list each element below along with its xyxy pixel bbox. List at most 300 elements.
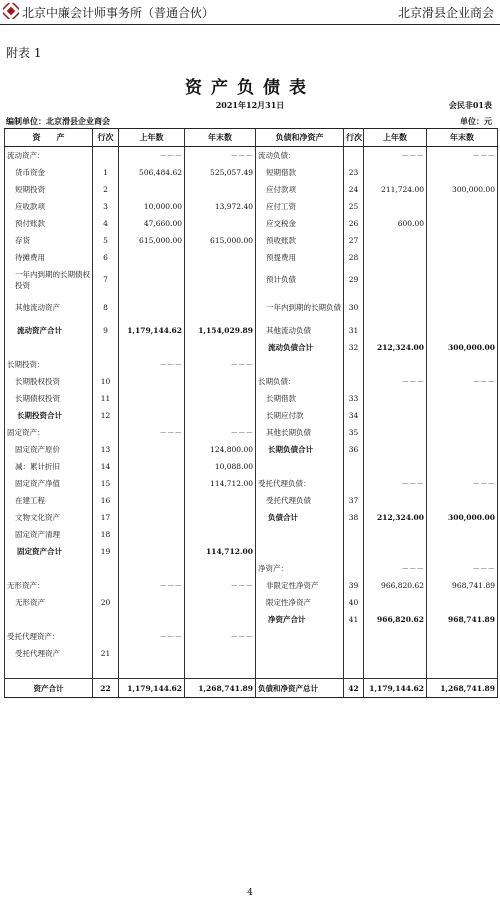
asset-end-value: 10,088.00: [185, 458, 256, 475]
asset-begin-value: [119, 492, 185, 509]
asset-row-number: [93, 424, 119, 441]
asset-item-label: 无形资产：: [5, 577, 93, 594]
table-row: [5, 164, 498, 181]
liability-row-number: [344, 645, 364, 662]
asset-row-number: 19: [93, 543, 119, 560]
asset-begin-value: [119, 266, 185, 294]
liability-item-label: 净资产：: [256, 560, 344, 577]
liability-row-number: 38: [344, 509, 364, 526]
asset-end-value: [185, 249, 256, 266]
liability-end-value: －－－: [427, 560, 498, 577]
attachment-label: 附表 1: [6, 46, 42, 60]
table-row: [5, 356, 498, 373]
liability-begin-value: [364, 662, 427, 679]
liability-begin-value: －－－: [364, 475, 427, 492]
liability-begin-value: [364, 628, 427, 645]
liability-item-label: 非限定性净资产: [256, 577, 344, 594]
asset-end-value: [185, 266, 256, 294]
asset-row-number: 12: [93, 407, 119, 424]
asset-row-number: 3: [93, 198, 119, 215]
asset-row-number: 15: [93, 475, 119, 492]
table-row: [5, 424, 498, 441]
liability-begin-value: [364, 424, 427, 441]
asset-end-value: [185, 407, 256, 424]
liability-end-value: －－－: [427, 373, 498, 390]
liability-end-value: －－－: [427, 475, 498, 492]
liability-row-number: [344, 373, 364, 390]
asset-item-label: 待摊费用: [5, 249, 93, 266]
liability-item-label: 受托代理负债: [256, 492, 344, 509]
table-row: [5, 458, 498, 475]
asset-item-label: 长期投资合计: [5, 407, 93, 424]
currency-unit: 单位：元: [460, 116, 492, 126]
asset-row-number: [93, 356, 119, 373]
liability-row-number: 31: [344, 322, 364, 339]
asset-end-value: [185, 294, 256, 322]
liability-item-label: [256, 356, 344, 373]
liability-end-value: [427, 390, 498, 407]
asset-item-label: 在建工程: [5, 492, 93, 509]
liability-begin-value: 212,324.00: [364, 339, 427, 356]
asset-item-label: 减：累计折旧: [5, 458, 93, 475]
asset-row-number: 13: [93, 441, 119, 458]
asset-item-label: 存货: [5, 232, 93, 249]
table-row: [5, 407, 498, 424]
table-row: [5, 594, 498, 611]
liability-end-value: 968,741.89: [427, 577, 498, 594]
asset-row-number: [93, 560, 119, 577]
liability-row-number: 30: [344, 294, 364, 322]
liability-item-label: 长期负债：: [256, 373, 344, 390]
table-row: [5, 215, 498, 232]
compiling-unit: 编制单位：北京滑县企业商会: [6, 116, 110, 126]
asset-row-number: [93, 147, 119, 164]
liability-end-value: －－－: [427, 147, 498, 164]
asset-item-label: [5, 662, 93, 679]
col-header-row: 行次: [93, 129, 119, 147]
asset-row-number: 2: [93, 181, 119, 198]
asset-begin-value: －－－: [119, 424, 185, 441]
asset-begin-value: [119, 458, 185, 475]
asset-end-value: [185, 611, 256, 628]
table-row: [5, 662, 498, 679]
liability-begin-value: [364, 164, 427, 181]
col-header-end: 年末数: [185, 129, 256, 147]
asset-begin-value: [119, 526, 185, 543]
total-liabilities-begin: 1,179,144.62: [364, 679, 427, 698]
liability-end-value: [427, 322, 498, 339]
col-header-begin2: 上年数: [364, 129, 427, 147]
asset-item-label: [5, 339, 93, 356]
liability-row-number: 37: [344, 492, 364, 509]
table-row: [5, 628, 498, 645]
asset-row-number: [93, 662, 119, 679]
asset-row-number: 8: [93, 294, 119, 322]
asset-begin-value: －－－: [119, 147, 185, 164]
liability-row-number: [344, 147, 364, 164]
liability-end-value: [427, 492, 498, 509]
total-assets-row-number: 22: [93, 679, 119, 698]
asset-end-value: 114,712.00: [185, 543, 256, 560]
liability-begin-value: [364, 526, 427, 543]
liability-item-label: 预收账款: [256, 232, 344, 249]
asset-begin-value: －－－: [119, 356, 185, 373]
asset-item-label: 其他流动资产: [5, 294, 93, 322]
report-date: 2021年12月31日: [215, 100, 285, 110]
liability-end-value: [427, 458, 498, 475]
asset-begin-value: －－－: [119, 628, 185, 645]
asset-begin-value: [119, 611, 185, 628]
asset-begin-value: 10,000.00: [119, 198, 185, 215]
col-header-asset: 资 产: [5, 129, 93, 147]
liability-row-number: 25: [344, 198, 364, 215]
asset-item-label: 受托代理资产: [5, 645, 93, 662]
asset-end-value: [185, 390, 256, 407]
asset-row-number: 20: [93, 594, 119, 611]
asset-begin-value: [119, 441, 185, 458]
table-row: [5, 509, 498, 526]
asset-item-label: 文物文化资产: [5, 509, 93, 526]
asset-end-value: 615,000.00: [185, 232, 256, 249]
asset-end-value: [185, 373, 256, 390]
asset-row-number: 21: [93, 645, 119, 662]
liability-item-label: 其他长期负债: [256, 424, 344, 441]
liability-end-value: [427, 424, 498, 441]
asset-begin-value: [119, 662, 185, 679]
liability-begin-value: [364, 594, 427, 611]
table-row: [5, 441, 498, 458]
total-row: [5, 679, 498, 698]
liability-row-number: [344, 526, 364, 543]
asset-begin-value: 615,000.00: [119, 232, 185, 249]
table-row: [5, 645, 498, 662]
asset-item-label: 长期投资：: [5, 356, 93, 373]
liability-row-number: 32: [344, 339, 364, 356]
firm-logo-icon: [3, 3, 19, 19]
liability-row-number: 39: [344, 577, 364, 594]
liability-row-number: 41: [344, 611, 364, 628]
asset-begin-value: 506,484.62: [119, 164, 185, 181]
liability-begin-value: [364, 407, 427, 424]
asset-item-label: 固定资产合计: [5, 543, 93, 560]
header-divider: [0, 24, 500, 25]
page-header: [0, 0, 500, 26]
liability-item-label: [256, 645, 344, 662]
liability-begin-value: [364, 390, 427, 407]
liability-item-label: 预提费用: [256, 249, 344, 266]
liability-item-label: 短期借款: [256, 164, 344, 181]
liability-end-value: [427, 294, 498, 322]
asset-begin-value: －－－: [119, 577, 185, 594]
liability-begin-value: [364, 266, 427, 294]
table-row: [5, 198, 498, 215]
asset-item-label: [5, 560, 93, 577]
liability-end-value: [427, 198, 498, 215]
liability-begin-value: [364, 458, 427, 475]
liability-row-number: 35: [344, 424, 364, 441]
asset-end-value: 1,154,029.89: [185, 322, 256, 339]
asset-end-value: 124,800.00: [185, 441, 256, 458]
liability-row-number: [344, 356, 364, 373]
liability-begin-value: 966,820.62: [364, 577, 427, 594]
liability-end-value: [427, 356, 498, 373]
asset-row-number: 16: [93, 492, 119, 509]
liability-end-value: 300,000.00: [427, 181, 498, 198]
asset-end-value: 114,712.00: [185, 475, 256, 492]
liability-item-label: 长期借款: [256, 390, 344, 407]
liability-row-number: 34: [344, 407, 364, 424]
liability-begin-value: －－－: [364, 373, 427, 390]
asset-item-label: 受托代理资产：: [5, 628, 93, 645]
asset-begin-value: [119, 407, 185, 424]
liability-row-number: [344, 458, 364, 475]
liability-item-label: 其他流动负债: [256, 322, 344, 339]
liability-item-label: 长期应付款: [256, 407, 344, 424]
asset-item-label: 固定资产净值: [5, 475, 93, 492]
table-row: [5, 181, 498, 198]
liability-end-value: [427, 215, 498, 232]
asset-item-label: 流动资产：: [5, 147, 93, 164]
liability-item-label: 预计负债: [256, 266, 344, 294]
total-assets-begin: 1,179,144.62: [119, 679, 185, 698]
liability-begin-value: 966,820.62: [364, 611, 427, 628]
liability-end-value: 300,000.00: [427, 509, 498, 526]
asset-item-label: [5, 611, 93, 628]
liability-end-value: [427, 249, 498, 266]
liability-row-number: 29: [344, 266, 364, 294]
asset-begin-value: [119, 294, 185, 322]
liability-begin-value: [364, 294, 427, 322]
liability-row-number: 27: [344, 232, 364, 249]
liability-item-label: [256, 458, 344, 475]
liability-begin-value: 211,724.00: [364, 181, 427, 198]
liability-begin-value: 600.00: [364, 215, 427, 232]
liability-end-value: [427, 628, 498, 645]
liability-begin-value: [364, 232, 427, 249]
liability-row-number: 28: [344, 249, 364, 266]
liability-begin-value: [364, 356, 427, 373]
table-row: [5, 543, 498, 560]
liability-item-label: 负债合计: [256, 509, 344, 526]
asset-begin-value: [119, 475, 185, 492]
liability-end-value: [427, 662, 498, 679]
asset-end-value: [185, 645, 256, 662]
asset-item-label: 短期投资: [5, 181, 93, 198]
liability-row-number: [344, 662, 364, 679]
liability-item-label: 长期负债合计: [256, 441, 344, 458]
liability-item-label: 一年内到期的长期负债: [256, 294, 344, 322]
asset-row-number: 7: [93, 266, 119, 294]
asset-row-number: 17: [93, 509, 119, 526]
asset-begin-value: [119, 249, 185, 266]
asset-item-label: 长期债权投资: [5, 390, 93, 407]
asset-item-label: 货币资金: [5, 164, 93, 181]
report-title: 资产负债表: [185, 78, 315, 98]
liability-begin-value: [364, 492, 427, 509]
asset-end-value: [185, 509, 256, 526]
asset-end-value: [185, 594, 256, 611]
asset-end-value: [185, 492, 256, 509]
asset-end-value: [185, 181, 256, 198]
liability-row-number: 24: [344, 181, 364, 198]
liability-begin-value: [364, 645, 427, 662]
asset-row-number: [93, 628, 119, 645]
liability-row-number: [344, 475, 364, 492]
asset-end-value: [185, 526, 256, 543]
asset-begin-value: [119, 373, 185, 390]
liability-begin-value: [364, 543, 427, 560]
liability-row-number: 40: [344, 594, 364, 611]
table-header-row: [5, 129, 498, 147]
asset-item-label: 固定资产原价: [5, 441, 93, 458]
liability-row-number: [344, 560, 364, 577]
table-row: [5, 232, 498, 249]
liability-begin-value: [364, 441, 427, 458]
table-row: [5, 322, 498, 339]
asset-end-value: [185, 662, 256, 679]
asset-row-number: [93, 339, 119, 356]
asset-row-number: 1: [93, 164, 119, 181]
firm-name: 北京中廉会计师事务所（普通合伙）: [22, 6, 215, 20]
asset-end-value: －－－: [185, 356, 256, 373]
asset-begin-value: [119, 560, 185, 577]
table-row: [5, 492, 498, 509]
asset-end-value: －－－: [185, 147, 256, 164]
asset-item-label: 无形资产: [5, 594, 93, 611]
table-row: [5, 560, 498, 577]
liability-item-label: 限定性净资产: [256, 594, 344, 611]
asset-begin-value: [119, 509, 185, 526]
liability-item-label: 应交税金: [256, 215, 344, 232]
liability-row-number: 23: [344, 164, 364, 181]
asset-begin-value: [119, 390, 185, 407]
liability-row-number: [344, 628, 364, 645]
asset-row-number: 10: [93, 373, 119, 390]
liability-begin-value: －－－: [364, 560, 427, 577]
liability-row-number: 26: [344, 215, 364, 232]
asset-row-number: 11: [93, 390, 119, 407]
asset-end-value: [185, 560, 256, 577]
asset-end-value: 13,972.40: [185, 198, 256, 215]
table-row: [5, 526, 498, 543]
liability-item-label: 流动负债：: [256, 147, 344, 164]
liability-begin-value: [364, 198, 427, 215]
asset-begin-value: 47,660.00: [119, 215, 185, 232]
total-liabilities-label: 负债和净资产总计: [256, 679, 344, 698]
asset-item-label: 应收款项: [5, 198, 93, 215]
table-row: [5, 611, 498, 628]
table-row: [5, 294, 498, 322]
col-header-row2: 行次: [344, 129, 364, 147]
table-row: [5, 373, 498, 390]
liability-begin-value: －－－: [364, 147, 427, 164]
col-header-liability: 负债和净资产: [256, 129, 344, 147]
asset-row-number: 9: [93, 322, 119, 339]
liability-end-value: [427, 526, 498, 543]
total-assets-label: 资产合计: [5, 679, 93, 698]
liability-item-label: 净资产合计: [256, 611, 344, 628]
asset-row-number: [93, 611, 119, 628]
col-header-begin: 上年数: [119, 129, 185, 147]
table-row: [5, 577, 498, 594]
liability-item-label: 流动负债合计: [256, 339, 344, 356]
asset-end-value: [185, 339, 256, 356]
liability-begin-value: [364, 249, 427, 266]
organization-name: 北京滑县企业商会: [397, 6, 494, 20]
liability-end-value: [427, 543, 498, 560]
asset-item-label: 一年内到期的长期债权投资: [5, 266, 93, 294]
liability-row-number: [344, 543, 364, 560]
liability-item-label: 应付工资: [256, 198, 344, 215]
liability-end-value: [427, 232, 498, 249]
table-row: [5, 475, 498, 492]
liability-end-value: [427, 407, 498, 424]
asset-end-value: [185, 215, 256, 232]
asset-row-number: 5: [93, 232, 119, 249]
liability-begin-value: [364, 322, 427, 339]
table-row: [5, 147, 498, 164]
liability-item-label: [256, 526, 344, 543]
total-liabilities-row-number: 42: [344, 679, 364, 698]
asset-row-number: [93, 577, 119, 594]
liability-item-label: 应付款项: [256, 181, 344, 198]
asset-row-number: 14: [93, 458, 119, 475]
liability-item-label: 受托代理负债：: [256, 475, 344, 492]
asset-item-label: 固定资产：: [5, 424, 93, 441]
liability-end-value: [427, 645, 498, 662]
asset-row-number: 18: [93, 526, 119, 543]
asset-row-number: 6: [93, 249, 119, 266]
asset-end-value: 525,057.49: [185, 164, 256, 181]
liability-end-value: [427, 164, 498, 181]
form-code: 会民非01表: [448, 100, 492, 110]
asset-item-label: 预付账款: [5, 215, 93, 232]
asset-item-label: 固定资产清理: [5, 526, 93, 543]
asset-begin-value: 1,179,144.62: [119, 322, 185, 339]
liability-row-number: 33: [344, 390, 364, 407]
asset-begin-value: [119, 181, 185, 198]
asset-row-number: 4: [93, 215, 119, 232]
liability-end-value: 968,741.89: [427, 611, 498, 628]
liability-item-label: [256, 543, 344, 560]
page-number: 4: [247, 888, 253, 898]
asset-item-label: 流动资产合计: [5, 322, 93, 339]
asset-begin-value: [119, 339, 185, 356]
liability-item-label: [256, 628, 344, 645]
asset-begin-value: [119, 645, 185, 662]
asset-begin-value: [119, 594, 185, 611]
asset-begin-value: [119, 543, 185, 560]
liability-end-value: 300,000.00: [427, 339, 498, 356]
col-header-end2: 年末数: [427, 129, 498, 147]
liability-end-value: [427, 594, 498, 611]
liability-end-value: [427, 266, 498, 294]
liability-row-number: 36: [344, 441, 364, 458]
asset-item-label: 长期股权投资: [5, 373, 93, 390]
liability-end-value: [427, 441, 498, 458]
asset-end-value: －－－: [185, 424, 256, 441]
table-row: [5, 339, 498, 356]
table-row: [5, 390, 498, 407]
table-row: [5, 249, 498, 266]
asset-end-value: －－－: [185, 577, 256, 594]
asset-end-value: －－－: [185, 628, 256, 645]
balance-sheet-table: [4, 128, 498, 698]
total-liabilities-end: 1,268,741.89: [427, 679, 498, 698]
liability-item-label: [256, 662, 344, 679]
liability-begin-value: 212,324.00: [364, 509, 427, 526]
table-row: [5, 266, 498, 294]
